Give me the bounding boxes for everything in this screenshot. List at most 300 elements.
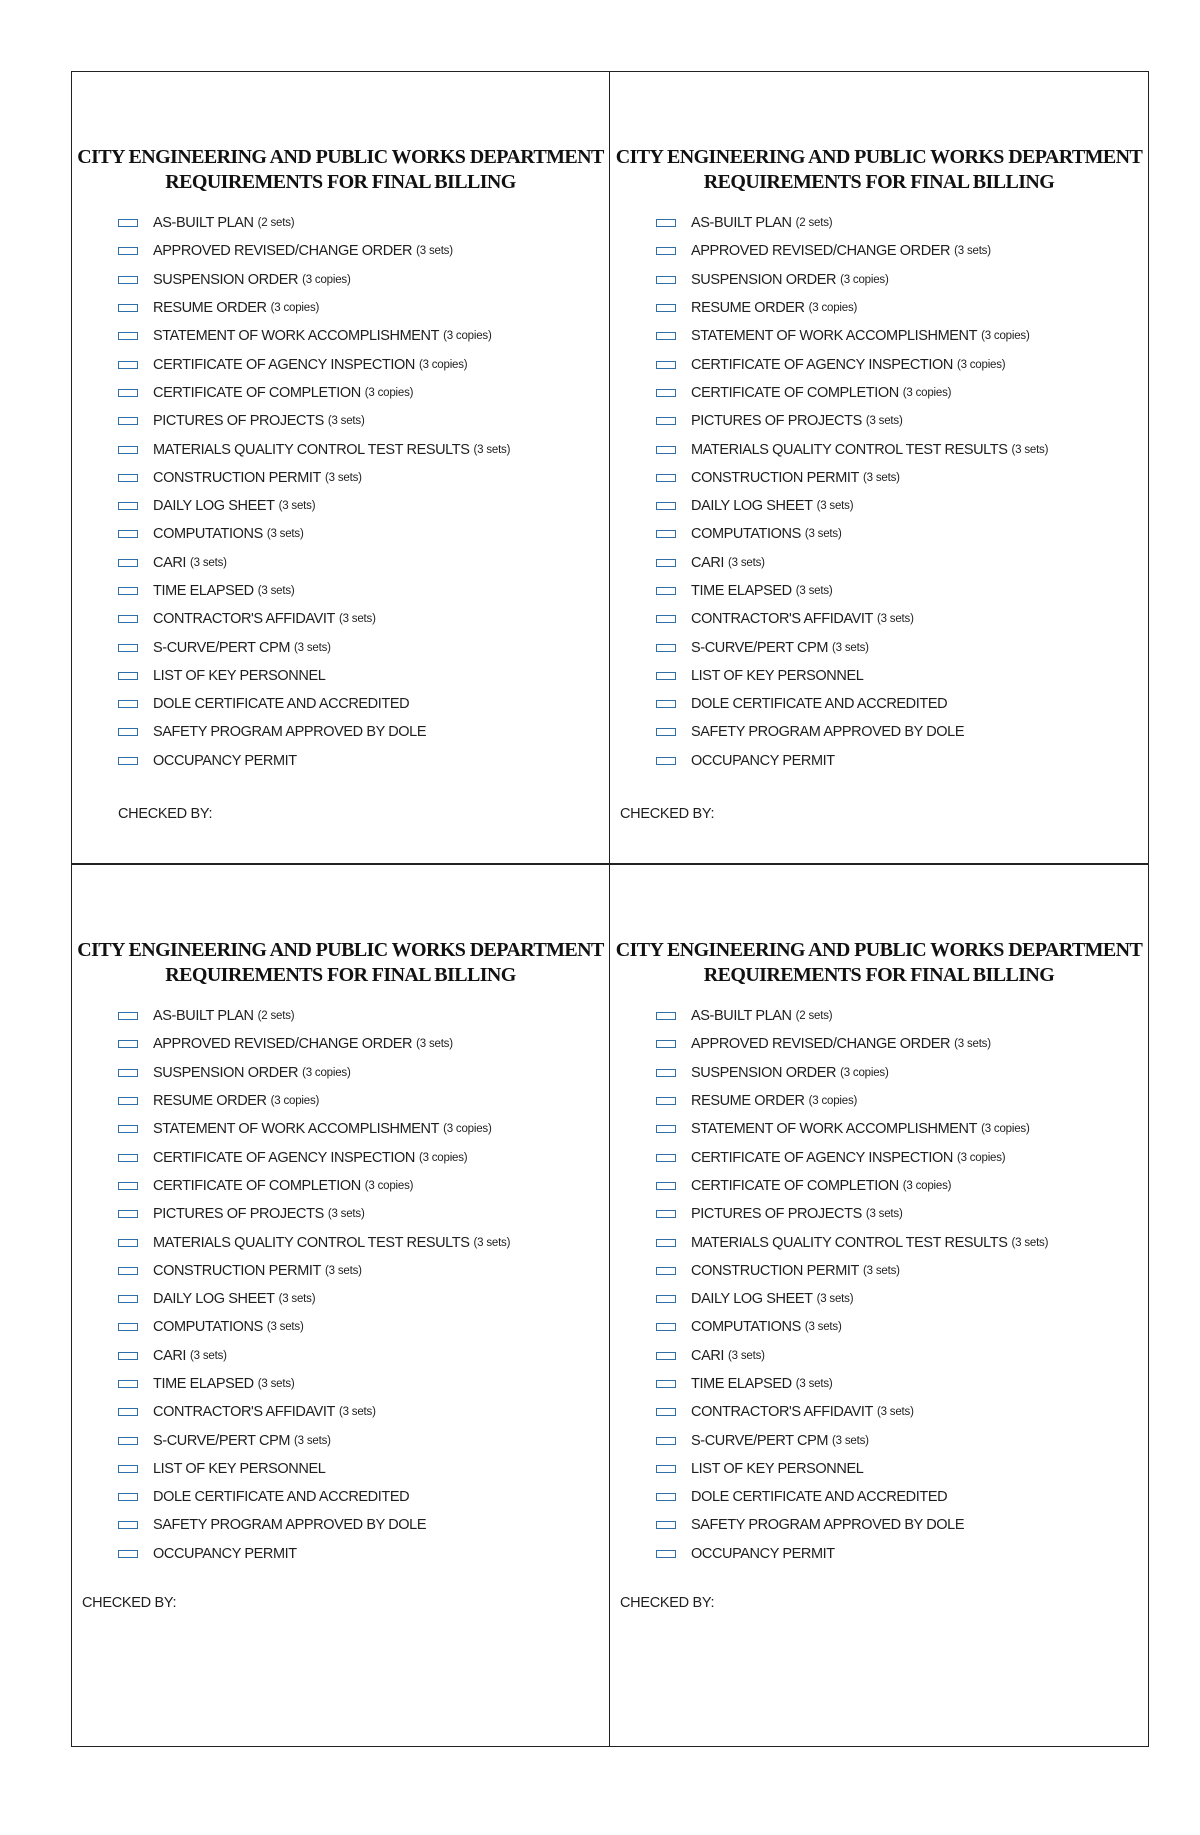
checkbox[interactable]: [118, 219, 138, 227]
checklist-item-label: LIST OF KEY PERSONNEL: [691, 1460, 864, 1477]
checklist-item: [656, 1002, 1048, 1030]
checklist-item-label: SUSPENSION ORDER: [691, 1064, 837, 1081]
checklist-item-label: STATEMENT OF WORK ACCOMPLISHMENT: [153, 1121, 440, 1138]
checkbox[interactable]: [118, 672, 138, 680]
checklist-item: [656, 1398, 1048, 1426]
checklist-item-label: CARI: [691, 1347, 725, 1364]
checkbox[interactable]: [118, 530, 138, 538]
checkbox[interactable]: [656, 1040, 676, 1048]
checkbox[interactable]: [656, 615, 676, 623]
checkbox[interactable]: [118, 1352, 138, 1360]
checkbox[interactable]: [118, 502, 138, 510]
checkbox[interactable]: [118, 1125, 138, 1133]
checklist-item-quantity: (3 sets): [278, 1293, 316, 1306]
checkbox[interactable]: [656, 700, 676, 708]
checkbox[interactable]: [656, 1154, 676, 1162]
checkbox[interactable]: [118, 304, 138, 312]
checkbox[interactable]: [118, 1380, 138, 1388]
checkbox[interactable]: [118, 446, 138, 454]
checklist-item-quantity: (3 sets): [1011, 443, 1049, 456]
checklist-item: [656, 718, 1048, 746]
checklist-item-label: COMPUTATIONS: [691, 526, 801, 543]
card-title: [610, 938, 1148, 988]
checked-by-label: CHECKED BY:: [118, 806, 213, 822]
checkbox[interactable]: [118, 247, 138, 255]
checklist-item-label: DAILY LOG SHEET: [691, 498, 813, 515]
checklist-item-label: CERTIFICATE OF COMPLETION: [691, 1177, 899, 1194]
checked-by-label: CHECKED BY:: [620, 806, 715, 822]
checklist-item-label: CERTIFICATE OF COMPLETION: [691, 384, 899, 401]
checkbox[interactable]: [118, 700, 138, 708]
checklist-item: [118, 350, 510, 378]
checkbox[interactable]: [656, 1465, 676, 1473]
checklist-item-quantity: (3 copies): [956, 358, 1006, 371]
title-line-requirements: REQUIREMENTS FOR FINAL BILLING: [165, 171, 516, 193]
card-title: [610, 145, 1148, 195]
checkbox[interactable]: [118, 1493, 138, 1501]
checkbox[interactable]: [656, 530, 676, 538]
checklist-item: [118, 718, 510, 746]
checklist-item: [656, 1426, 1048, 1454]
requirements-checklist: [118, 209, 510, 775]
checkbox[interactable]: [656, 1267, 676, 1275]
checkbox[interactable]: [118, 1550, 138, 1558]
checkbox[interactable]: [656, 446, 676, 454]
checkbox[interactable]: [656, 1239, 676, 1247]
checkbox[interactable]: [118, 1239, 138, 1247]
checklist-item: [118, 1200, 510, 1228]
checklist-item: [118, 1313, 510, 1341]
checklist-item-quantity: (3 sets): [832, 1434, 869, 1447]
checklist-item: [656, 1483, 1048, 1511]
checkbox[interactable]: [656, 502, 676, 510]
checklist-item-quantity: (3 sets): [294, 1434, 331, 1447]
checkbox[interactable]: [656, 1012, 676, 1020]
checklist-item: [118, 492, 510, 520]
checklist-item-label: CONSTRUCTION PERMIT: [153, 469, 322, 486]
checklist-item-label: RESUME ORDER: [153, 300, 267, 317]
checklist-item: [118, 1285, 510, 1313]
checkbox[interactable]: [118, 389, 138, 397]
checklist-item-label: PICTURES OF PROJECTS: [691, 1206, 862, 1223]
checklist-item-label: S-CURVE/PERT CPM: [691, 639, 829, 656]
checklist-item-quantity: (3 copies): [902, 1179, 952, 1192]
checklist-item-quantity: (3 sets): [804, 528, 842, 541]
checklist-item: [656, 1143, 1048, 1171]
checklist-item: [118, 1030, 510, 1058]
checklist-item: [656, 1172, 1048, 1200]
checkbox[interactable]: [118, 417, 138, 425]
checklist-item-quantity: (3 sets): [325, 471, 362, 484]
checkbox[interactable]: [118, 1465, 138, 1473]
checkbox[interactable]: [118, 1069, 138, 1077]
checklist-item-label: CONTRACTOR'S AFFIDAVIT: [153, 611, 335, 628]
checklist-item-quantity: (3 sets): [338, 1406, 376, 1419]
checklist-item-quantity: (3 copies): [956, 1151, 1006, 1164]
checklist-item-label: AS-BUILT PLAN: [153, 215, 254, 232]
checklist-item: [118, 605, 510, 633]
checklist-item-quantity: (3 sets): [257, 585, 295, 597]
checklist-item-label: SUSPENSION ORDER: [153, 271, 299, 288]
checklist-item: [656, 1540, 1048, 1568]
checkbox[interactable]: [656, 361, 676, 369]
checkbox[interactable]: [656, 644, 676, 652]
checklist-item-quantity: (3 sets): [294, 641, 331, 654]
checklist-item-label: CERTIFICATE OF COMPLETION: [153, 1177, 361, 1194]
checklist-item: [656, 435, 1048, 463]
checklist-item-label: APPROVED REVISED/CHANGE ORDER: [153, 243, 413, 260]
checklist-item-label: DAILY LOG SHEET: [153, 498, 275, 515]
checkbox[interactable]: [656, 672, 676, 680]
checklist-item-quantity: (3 sets): [876, 1406, 914, 1419]
checkbox[interactable]: [656, 332, 676, 340]
checkbox[interactable]: [656, 1521, 676, 1529]
card-title: [72, 938, 609, 988]
checklist-item-label: SAFETY PROGRAM APPROVED BY DOLE: [153, 724, 427, 741]
checklist-item: [656, 1030, 1048, 1058]
checklist-item-label: SAFETY PROGRAM APPROVED BY DOLE: [691, 1517, 965, 1534]
checkbox[interactable]: [656, 304, 676, 312]
checklist-item: [118, 435, 510, 463]
checklist-item-label: CONTRACTOR'S AFFIDAVIT: [153, 1404, 335, 1421]
checkbox[interactable]: [656, 1408, 676, 1416]
checklist-item: [118, 1228, 510, 1256]
checkbox[interactable]: [656, 1550, 676, 1558]
checklist-item-label: DOLE CERTIFICATE AND ACCREDITED: [153, 1489, 410, 1506]
checklist-item: [656, 407, 1048, 435]
checklist-item: [656, 266, 1048, 294]
checklist-item-quantity: (3 copies): [270, 302, 320, 315]
checklist-item-label: COMPUTATIONS: [691, 1319, 801, 1336]
checklist-item: [656, 294, 1048, 322]
checklist-item: [656, 1511, 1048, 1539]
checklist-item-label: CARI: [153, 554, 187, 571]
checklist-item: [656, 1059, 1048, 1087]
checklist-item: [118, 1511, 510, 1539]
checklist-item-label: PICTURES OF PROJECTS: [691, 413, 862, 430]
checklist-item-quantity: (3 copies): [443, 330, 492, 343]
checklist-item-label: DOLE CERTIFICATE AND ACCREDITED: [691, 696, 948, 713]
checklist-item-label: TIME ELAPSED: [153, 583, 254, 599]
checklist-item-quantity: (3 sets): [804, 1321, 842, 1334]
checklist-item-quantity: (3 copies): [302, 273, 351, 286]
checklist-item-label: MATERIALS QUALITY CONTROL TEST RESULTS: [691, 441, 1008, 458]
checkbox[interactable]: [656, 1323, 676, 1331]
checklist-item-quantity: (3 copies): [840, 273, 889, 286]
checklist-item-quantity: (3 sets): [832, 641, 869, 654]
checkbox[interactable]: [656, 1493, 676, 1501]
checklist-item: [656, 379, 1048, 407]
checklist-item-label: CARI: [691, 554, 725, 571]
title-line-department: CITY ENGINEERING AND PUBLIC WORKS DEPARTMENT: [77, 939, 604, 961]
checklist-item-label: LIST OF KEY PERSONNEL: [153, 667, 326, 684]
checklist-item-label: MATERIALS QUALITY CONTROL TEST RESULTS: [153, 441, 470, 458]
checklist-item-label: DOLE CERTIFICATE AND ACCREDITED: [153, 696, 410, 713]
checklist-item-quantity: (3 sets): [325, 1264, 362, 1277]
requirements-checklist: [656, 1002, 1048, 1568]
checklist-item: [118, 747, 510, 775]
checklist-item-label: RESUME ORDER: [691, 300, 805, 317]
checkbox[interactable]: [118, 1408, 138, 1416]
checklist-item-quantity: (3 sets): [816, 500, 854, 513]
checklist-item: [656, 492, 1048, 520]
checkbox[interactable]: [118, 1097, 138, 1105]
checklist-item-label: TIME ELAPSED: [691, 583, 792, 599]
checkbox[interactable]: [656, 1380, 676, 1388]
checklist-item-label: TIME ELAPSED: [153, 1376, 254, 1392]
checkbox[interactable]: [656, 559, 676, 567]
checklist-item-quantity: (2 sets): [257, 217, 295, 230]
checklist-item: [118, 294, 510, 322]
checkbox[interactable]: [656, 276, 676, 284]
checkbox[interactable]: [118, 757, 138, 765]
checklist-item: [656, 1115, 1048, 1143]
checklist-item-quantity: (3 copies): [364, 386, 414, 399]
checklist-item: [118, 1455, 510, 1483]
title-line-requirements: REQUIREMENTS FOR FINAL BILLING: [703, 964, 1055, 986]
checklist-item-quantity: (3 copies): [981, 1123, 1030, 1136]
checklist-item: [118, 690, 510, 718]
checklist-item: [118, 1002, 510, 1030]
checklist-item: [656, 633, 1048, 661]
checklist-item-quantity: (3 sets): [954, 245, 991, 258]
checklist-item: [118, 549, 510, 577]
checklist-item-label: OCCUPANCY PERMIT: [153, 752, 297, 769]
checklist-item-label: DAILY LOG SHEET: [153, 1291, 275, 1308]
checklist-item-quantity: (3 copies): [302, 1066, 351, 1079]
checklist-item-label: CONSTRUCTION PERMIT: [691, 1262, 860, 1279]
checkbox[interactable]: [118, 1295, 138, 1303]
checklist-item-quantity: (3 copies): [364, 1179, 414, 1192]
checklist-item-label: PICTURES OF PROJECTS: [153, 1206, 324, 1223]
checkbox[interactable]: [656, 1069, 676, 1077]
checkbox[interactable]: [118, 1210, 138, 1218]
checkbox[interactable]: [656, 728, 676, 736]
checklist-item-label: S-CURVE/PERT CPM: [153, 639, 291, 656]
checklist-item-label: OCCUPANCY PERMIT: [153, 1545, 297, 1562]
checklist-item: [656, 1370, 1048, 1398]
requirements-checklist: [656, 209, 1048, 775]
checklist-item-quantity: (2 sets): [795, 1010, 833, 1023]
checklist-item-quantity: (3 copies): [981, 330, 1030, 343]
card-title: [72, 145, 609, 195]
checklist-item-label: OCCUPANCY PERMIT: [691, 752, 835, 769]
checklist-item-label: APPROVED REVISED/CHANGE ORDER: [691, 1036, 951, 1053]
checkbox[interactable]: [656, 587, 676, 595]
checkbox[interactable]: [118, 332, 138, 340]
checklist-item: [656, 577, 1048, 605]
checklist-item-quantity: (3 sets): [863, 1264, 900, 1277]
checklist-item-label: DAILY LOG SHEET: [691, 1291, 813, 1308]
checklist-item-label: SUSPENSION ORDER: [691, 271, 837, 288]
checkbox[interactable]: [118, 1154, 138, 1162]
checkbox[interactable]: [656, 1295, 676, 1303]
checklist-item: [118, 1342, 510, 1370]
checklist-item-quantity: (3 sets): [327, 415, 365, 428]
checklist-item-quantity: (3 sets): [865, 415, 903, 428]
checklist-item-label: CERTIFICATE OF AGENCY INSPECTION: [153, 1149, 415, 1166]
checkbox[interactable]: [118, 361, 138, 369]
checklist-item: [118, 379, 510, 407]
checkbox[interactable]: [656, 1210, 676, 1218]
checklist-item: [656, 1257, 1048, 1285]
checklist-item: [118, 633, 510, 661]
checklist-item-label: PICTURES OF PROJECTS: [153, 413, 324, 430]
checklist-item-label: MATERIALS QUALITY CONTROL TEST RESULTS: [153, 1234, 470, 1251]
checklist-item: [118, 407, 510, 435]
checklist-item: [118, 1087, 510, 1115]
checkbox[interactable]: [656, 757, 676, 765]
checklist-item: [656, 1228, 1048, 1256]
checklist-item: [656, 1285, 1048, 1313]
checklist-item: [118, 237, 510, 265]
checklist-item: [656, 690, 1048, 718]
checklist-item: [656, 1087, 1048, 1115]
checked-by-label: CHECKED BY:: [620, 1595, 715, 1611]
checklist-item-quantity: (3 sets): [816, 1293, 854, 1306]
checkbox[interactable]: [118, 276, 138, 284]
checklist-item-quantity: (3 sets): [266, 528, 304, 541]
checkbox[interactable]: [118, 1267, 138, 1275]
checklist-item-label: STATEMENT OF WORK ACCOMPLISHMENT: [691, 328, 978, 345]
checkbox[interactable]: [118, 1437, 138, 1445]
checkbox[interactable]: [118, 474, 138, 482]
checklist-item-label: CONTRACTOR'S AFFIDAVIT: [691, 1404, 873, 1421]
checklist-item: [118, 1143, 510, 1171]
checklist-item-quantity: (3 sets): [327, 1208, 365, 1221]
requirements-card: [610, 865, 1148, 1746]
checklist-item-quantity: (3 copies): [808, 302, 858, 315]
requirements-card: [610, 72, 1148, 865]
checklist-item-quantity: (3 sets): [473, 1236, 511, 1249]
checkbox[interactable]: [118, 587, 138, 595]
checklist-item-label: DOLE CERTIFICATE AND ACCREDITED: [691, 1489, 948, 1506]
checklist-item-quantity: (3 sets): [257, 1378, 295, 1390]
checkbox[interactable]: [656, 219, 676, 227]
checkbox[interactable]: [118, 1040, 138, 1048]
checkbox[interactable]: [656, 474, 676, 482]
title-line-requirements: REQUIREMENTS FOR FINAL BILLING: [165, 964, 516, 986]
checklist-item-quantity: (3 sets): [728, 556, 765, 569]
checklist-item-label: RESUME ORDER: [691, 1093, 805, 1110]
checklist-item-label: CONSTRUCTION PERMIT: [691, 469, 860, 486]
checkbox[interactable]: [118, 559, 138, 567]
checkbox[interactable]: [656, 1125, 676, 1133]
checklist-item: [656, 1342, 1048, 1370]
checklist-item-label: S-CURVE/PERT CPM: [691, 1432, 829, 1449]
checklist-item-label: S-CURVE/PERT CPM: [153, 1432, 291, 1449]
checklist-item: [118, 1172, 510, 1200]
checklist-item-label: CERTIFICATE OF COMPLETION: [153, 384, 361, 401]
checkbox[interactable]: [656, 1182, 676, 1190]
checklist-item-label: STATEMENT OF WORK ACCOMPLISHMENT: [691, 1121, 978, 1138]
checklist-item: [656, 1455, 1048, 1483]
checklist-item-label: SUSPENSION ORDER: [153, 1064, 299, 1081]
checklist-item-label: LIST OF KEY PERSONNEL: [153, 1460, 326, 1477]
checklist-item-label: MATERIALS QUALITY CONTROL TEST RESULTS: [691, 1234, 1008, 1251]
checkbox[interactable]: [118, 1182, 138, 1190]
checklist-item: [656, 605, 1048, 633]
checklist-item-label: CERTIFICATE OF AGENCY INSPECTION: [691, 1149, 953, 1166]
checklist-item-quantity: (3 sets): [795, 585, 833, 597]
checklist-item-quantity: (3 copies): [840, 1066, 889, 1079]
checkbox[interactable]: [118, 1012, 138, 1020]
checklist-item: [118, 662, 510, 690]
checklist-item: [656, 662, 1048, 690]
checklist-item-quantity: (3 sets): [795, 1378, 833, 1390]
checkbox[interactable]: [118, 644, 138, 652]
checklist-item: [656, 520, 1048, 548]
checklist-item-quantity: (3 copies): [902, 386, 952, 399]
checklist-item-label: SAFETY PROGRAM APPROVED BY DOLE: [691, 724, 965, 741]
checklist-item: [118, 520, 510, 548]
checklist-item: [118, 209, 510, 237]
checklist-item: [656, 1200, 1048, 1228]
checklist-item: [118, 1370, 510, 1398]
checklist-item: [656, 322, 1048, 350]
checklist-item: [118, 1059, 510, 1087]
checklist-item: [118, 1257, 510, 1285]
checklist-item: [118, 464, 510, 492]
checkbox[interactable]: [118, 1521, 138, 1529]
checklist-item-quantity: (3 sets): [338, 613, 376, 626]
checklist-item: [118, 1426, 510, 1454]
checklist-item-quantity: (3 sets): [190, 556, 227, 569]
checklist-item-label: COMPUTATIONS: [153, 1319, 263, 1336]
checklist-item-quantity: (3 sets): [876, 613, 914, 626]
checklist-item: [656, 464, 1048, 492]
checklist-item-label: APPROVED REVISED/CHANGE ORDER: [691, 243, 951, 260]
checklist-item-label: CARI: [153, 1347, 187, 1364]
checklist-item-quantity: (3 sets): [1011, 1236, 1049, 1249]
checkbox[interactable]: [118, 615, 138, 623]
checklist-item-quantity: (2 sets): [257, 1010, 295, 1023]
title-line-department: CITY ENGINEERING AND PUBLIC WORKS DEPARTMENT: [615, 146, 1143, 168]
checklist-item: [118, 1398, 510, 1426]
checkbox[interactable]: [656, 1437, 676, 1445]
checklist-item-quantity: (3 sets): [416, 245, 453, 258]
checklist-item: [118, 1540, 510, 1568]
checklist-item: [656, 549, 1048, 577]
requirements-card: [72, 865, 610, 1746]
checkbox[interactable]: [118, 1323, 138, 1331]
checklist-item-label: COMPUTATIONS: [153, 526, 263, 543]
checkbox[interactable]: [656, 389, 676, 397]
checklist-item: [118, 1483, 510, 1511]
checklist-item-label: AS-BUILT PLAN: [691, 215, 792, 232]
checklist-item-label: TIME ELAPSED: [691, 1376, 792, 1392]
checklist-item-label: CERTIFICATE OF AGENCY INSPECTION: [153, 356, 415, 373]
checklist-item-label: OCCUPANCY PERMIT: [691, 1545, 835, 1562]
checklist-item-label: CERTIFICATE OF AGENCY INSPECTION: [691, 356, 953, 373]
checklist-item-quantity: (3 copies): [418, 358, 468, 371]
checklist-item-quantity: (3 sets): [728, 1349, 765, 1362]
checklist-item: [656, 1313, 1048, 1341]
checkbox[interactable]: [656, 1352, 676, 1360]
checklist-item-quantity: (3 sets): [266, 1321, 304, 1334]
checklist-item: [656, 350, 1048, 378]
checklist-item-quantity: (3 copies): [443, 1123, 492, 1136]
checkbox[interactable]: [656, 417, 676, 425]
title-line-requirements: REQUIREMENTS FOR FINAL BILLING: [703, 171, 1055, 193]
checkbox[interactable]: [656, 1097, 676, 1105]
checklist-item: [118, 266, 510, 294]
checkbox[interactable]: [118, 728, 138, 736]
checkbox[interactable]: [656, 247, 676, 255]
title-line-department: CITY ENGINEERING AND PUBLIC WORKS DEPARTMENT: [77, 146, 604, 168]
checklist-item-label: SAFETY PROGRAM APPROVED BY DOLE: [153, 1517, 427, 1534]
checked-by-label: CHECKED BY:: [82, 1595, 177, 1611]
